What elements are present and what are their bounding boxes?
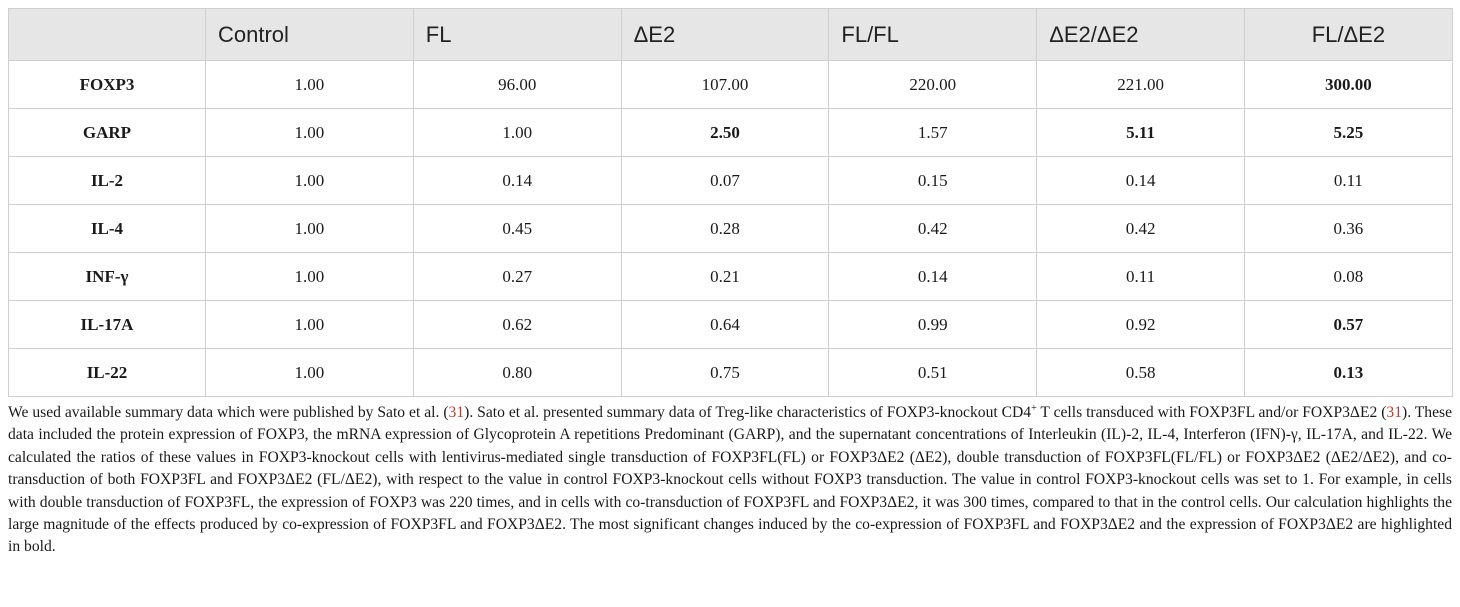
table-row <box>9 349 1453 397</box>
row-label: IL-2 <box>9 157 206 205</box>
table-cell: 0.08 <box>1244 253 1452 301</box>
table-cell: 0.14 <box>1037 157 1245 205</box>
table-cell: 0.57 <box>1244 301 1452 349</box>
table-cell: 0.27 <box>413 253 621 301</box>
footnote-text: We used available summary data which were published by Sato et al. ( <box>8 404 449 421</box>
table-cell: 0.15 <box>829 157 1037 205</box>
table-footnote <box>8 402 1452 559</box>
table-cell: 221.00 <box>1037 61 1245 109</box>
table-cell: 0.13 <box>1244 349 1452 397</box>
header-cell-de2: ΔE2 <box>621 9 829 61</box>
superscript-plus: + <box>1031 402 1037 414</box>
table-cell: 1.00 <box>206 61 414 109</box>
table-cell: 0.14 <box>413 157 621 205</box>
table-document <box>8 8 1452 559</box>
table-cell: 0.42 <box>829 205 1037 253</box>
table-row <box>9 205 1453 253</box>
row-label: INF-γ <box>9 253 206 301</box>
table-cell: 0.80 <box>413 349 621 397</box>
table-cell: 1.00 <box>206 349 414 397</box>
table-cell: 0.51 <box>829 349 1037 397</box>
header-cell-empty <box>9 9 206 61</box>
header-row <box>9 9 1453 61</box>
footnote-text: ). Sato et al. presented summary data of Treg-like characteristics of FOXP3-knockout CD4 <box>464 404 1032 421</box>
row-label: GARP <box>9 109 206 157</box>
table-cell: 1.00 <box>206 109 414 157</box>
header-cell-fl-fl: FL/FL <box>829 9 1037 61</box>
table-cell: 5.25 <box>1244 109 1452 157</box>
header-cell-fl-de2: FL/ΔE2 <box>1244 9 1452 61</box>
table-cell: 0.11 <box>1244 157 1452 205</box>
table-cell: 1.57 <box>829 109 1037 157</box>
table-cell: 0.42 <box>1037 205 1245 253</box>
table-cell: 0.64 <box>621 301 829 349</box>
table-row <box>9 109 1453 157</box>
footnote-text: ). These data included the protein expression of FOXP3, the mRNA expression of Glycoprotein A repetitions Predominant (GARP), and the supernatant concentrations of Interleukin (IL)-2, IL-4, Interferon (IFN)-γ, IL-17A, and IL-22. We calculated the ratios of these values in FOXP3-knockout cells with lentivirus-mediated single transduction of FOXP3FL(FL) or FOXP3ΔE2 (ΔE2), double transduction of FOXP3FL(FL/FL) or FOXP3ΔE2 (ΔE2/ΔE2), and co-transduction of both FOXP3FL and FOXP3ΔE2 (FL/ΔE2), with respect to the value in control FOXP3-knockout cells without FOXP3 transduction. The value in control FOXP3-knockout cells was set to 1. For example, in cells with double transduction of FOXP3FL, the expression of FOXP3 was 220 times, and in cells with co-transduction of FOXP3FL and FOXP3ΔE2, it was 300 times, compared to that in the control cells. Our calculation highlights the large magnitude of the effects produced by co-expression of FOXP3FL and FOXP3ΔE2. The most significant changes induced by the co-expression of FOXP3FL and FOXP3ΔE2 and the expression of FOXP3ΔE2 are highlighted in bold. <box>8 404 1452 556</box>
table-cell: 107.00 <box>621 61 829 109</box>
table-cell: 0.62 <box>413 301 621 349</box>
table-cell: 0.21 <box>621 253 829 301</box>
table-row <box>9 253 1453 301</box>
table-row <box>9 157 1453 205</box>
table-row <box>9 301 1453 349</box>
table-cell: 220.00 <box>829 61 1037 109</box>
table-cell: 0.14 <box>829 253 1037 301</box>
row-label: IL-4 <box>9 205 206 253</box>
table-cell: 300.00 <box>1244 61 1452 109</box>
results-table <box>8 8 1453 397</box>
table-cell: 0.11 <box>1037 253 1245 301</box>
row-label: IL-22 <box>9 349 206 397</box>
table-cell: 0.75 <box>621 349 829 397</box>
table-cell: 0.07 <box>621 157 829 205</box>
header-cell-de2-de2: ΔE2/ΔE2 <box>1037 9 1245 61</box>
table-cell: 0.28 <box>621 205 829 253</box>
table-cell: 2.50 <box>621 109 829 157</box>
table-cell: 1.00 <box>206 301 414 349</box>
table-row <box>9 61 1453 109</box>
footnote-text: T cells transduced with FOXP3FL and/or FOXP3ΔE2 ( <box>1036 404 1387 421</box>
table-cell: 0.58 <box>1037 349 1245 397</box>
table-cell: 5.11 <box>1037 109 1245 157</box>
row-label: IL-17A <box>9 301 206 349</box>
table-cell: 1.00 <box>206 205 414 253</box>
table-cell: 0.45 <box>413 205 621 253</box>
reference-link[interactable]: 31 <box>448 404 465 421</box>
row-label: FOXP3 <box>9 61 206 109</box>
reference-link[interactable]: 31 <box>1386 404 1402 421</box>
table-cell: 0.99 <box>829 301 1037 349</box>
table-cell: 1.00 <box>206 157 414 205</box>
table-cell: 0.92 <box>1037 301 1245 349</box>
table-cell: 0.36 <box>1244 205 1452 253</box>
header-cell-fl: FL <box>413 9 621 61</box>
table-cell: 1.00 <box>206 253 414 301</box>
table-cell: 96.00 <box>413 61 621 109</box>
table-body <box>9 61 1453 397</box>
header-cell-control: Control <box>206 9 414 61</box>
table-cell: 1.00 <box>413 109 621 157</box>
